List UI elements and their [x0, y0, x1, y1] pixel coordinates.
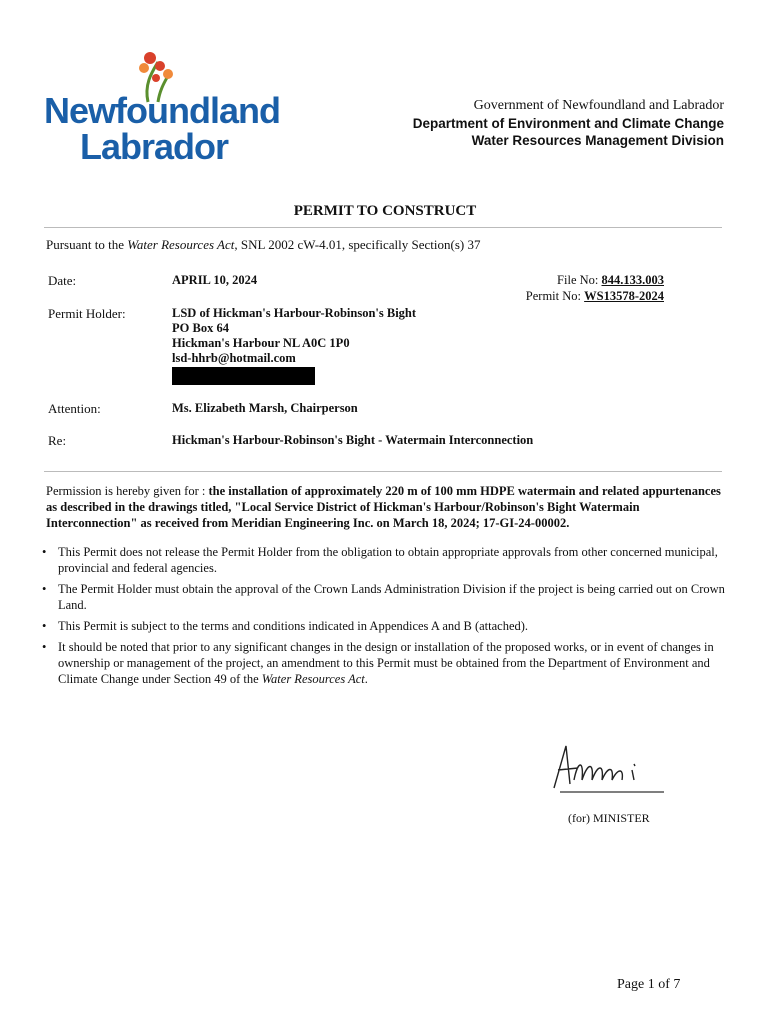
pursuant-statement [46, 237, 480, 253]
act-name: Water Resources Act [261, 672, 365, 686]
logo-text-newfoundland: Newfoundland [44, 90, 280, 131]
file-number-row [526, 272, 664, 288]
permission-prefix: Permission is hereby given for : [46, 484, 209, 498]
holder-email: lsd-hhrb@hotmail.com [172, 351, 296, 365]
signature-image [548, 740, 668, 796]
holder-city: Hickman's Harbour NL A0C 1P0 [172, 336, 350, 350]
government-name: Government of Newfoundland and Labrador [473, 98, 724, 113]
amendment-text: It should be noted that prior to any significant changes in the design or installation of the proposed works, or in event of changes in ownership or management of the project, an amendment to this Permit must be obtained from the Department of Environment and Climate Change under Section 49 of the [58, 640, 714, 686]
act-name: Water Resources Act [127, 237, 235, 252]
permit-number-label: Permit No: [525, 289, 585, 303]
attention-value: Ms. Elizabeth Marsh, Chairperson [172, 401, 358, 415]
divider [44, 227, 722, 228]
redaction-bar [172, 367, 315, 385]
holder-po-box: PO Box 64 [172, 321, 229, 335]
holder-name: LSD of Hickman's Harbour-Robinson's Bight [172, 306, 417, 320]
amendment-end: . [364, 672, 368, 686]
date-value: APRIL 10, 2024 [172, 273, 258, 287]
department-name: Department of Environment and Climate Change [412, 116, 724, 131]
list-item: • The Permit Holder must obtain the approval of the Crown Lands Administration Division if the project is being carried out on Crown Land. [54, 581, 744, 613]
permit-holder-address [172, 306, 416, 366]
date-label: Date: [48, 273, 77, 288]
re-value: Hickman's Harbour-Robinson's Bight - Watermain Interconnection [172, 433, 534, 447]
permit-holder-label: Permit Holder: [48, 306, 126, 321]
file-info [526, 272, 664, 304]
permission-body: the installation of approximately 220 m of 100 mm HDPE watermain and related appurtenances as described in the drawings titled, "Local Service District of Hickman's Harbour/Robinson's Bight Watermain Interconnection" as received from Meridian Engineering Inc. on March 18, 2024; 17-GI-24-00002. [46, 484, 721, 530]
list-item: • This Permit is subject to the terms and conditions indicated in Appendices A and B (attached). [54, 618, 744, 634]
page-title: PERMIT TO CONSTRUCT [293, 203, 477, 219]
file-number-value: 844.133.003 [601, 273, 664, 287]
permit-number-value: WS13578-2024 [584, 289, 664, 303]
list-item [54, 639, 744, 687]
signer-title: (for) MINISTER [568, 811, 650, 825]
attention-label: Attention: [48, 401, 101, 416]
permission-statement [46, 483, 726, 531]
conditions-list [38, 544, 744, 692]
pursuant-prefix: Pursuant to the [46, 237, 128, 252]
division-name: Water Resources Management Division [471, 133, 724, 148]
page-number: Page 1 of 7 [617, 977, 681, 992]
re-label: Re: [48, 433, 67, 448]
permit-number-row [526, 288, 664, 304]
file-number-label: File No: [557, 273, 602, 287]
newfoundland-labrador-logo [40, 44, 280, 168]
pursuant-suffix: , SNL 2002 cW-4.01, specifically Section(s) 37 [234, 237, 481, 252]
divider [44, 471, 722, 472]
list-item: • This Permit does not release the Permit Holder from the obligation to obtain appropriate approvals from other concerned municipal, provincial and federal agencies. [54, 544, 744, 576]
logo-text-labrador: Labrador [80, 126, 229, 167]
